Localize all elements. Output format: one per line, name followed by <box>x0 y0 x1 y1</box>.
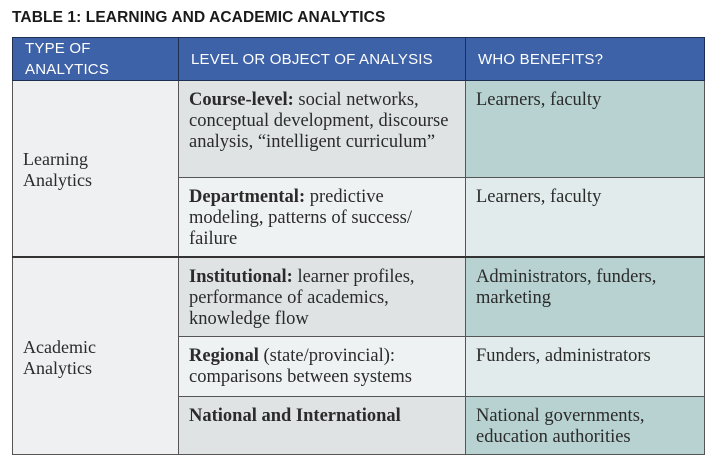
header-who-benefits: WHO BENEFITS? <box>466 38 705 81</box>
table-row <box>13 81 705 178</box>
type-label-line: Analytics <box>23 170 92 190</box>
level-description: social networks, conceptual development, discourse analysis, “intelligent curriculum” <box>189 90 449 152</box>
type-cell-learning-analytics <box>13 81 179 258</box>
level-name: Regional <box>189 346 259 366</box>
table-header-row <box>13 38 705 81</box>
level-cell <box>179 337 466 397</box>
who-benefits-cell: Funders, administrators <box>466 337 705 397</box>
table-caption: TABLE 1: LEARNING AND ACADEMIC ANALYTICS <box>12 9 386 26</box>
level-cell <box>179 397 466 455</box>
who-benefits-cell: Learners, faculty <box>466 81 705 178</box>
level-description: learner profiles, performance of academics, knowledge flow <box>189 267 415 329</box>
level-cell <box>179 178 466 258</box>
level-name: Institutional: <box>189 267 293 287</box>
who-benefits-cell: Administrators, funders, marketing <box>466 257 705 337</box>
who-benefits-cell: Learners, faculty <box>466 178 705 258</box>
type-label-line: Analytics <box>23 357 92 378</box>
type-label-line: Learning <box>23 149 88 169</box>
level-name: Course-level: <box>189 90 294 110</box>
level-name: Departmental: <box>189 187 306 207</box>
type-cell-academic-analytics <box>13 257 179 455</box>
level-cell <box>179 81 466 178</box>
level-description: predictive modeling, patterns of success/ failure <box>189 187 412 249</box>
header-type-of-analytics: TYPE OF ANALYTICS <box>13 38 179 81</box>
level-cell <box>179 257 466 337</box>
type-label-line: Academic <box>23 336 96 357</box>
who-benefits-cell: National governments, education authorities <box>466 397 705 455</box>
analytics-table <box>12 37 705 455</box>
header-level-or-object: LEVEL OR OBJECT OF ANALYSIS <box>179 38 466 81</box>
table-row <box>13 257 705 337</box>
level-name: National and International <box>189 406 401 426</box>
level-description: (state/provincial): comparisons between systems <box>189 346 412 387</box>
